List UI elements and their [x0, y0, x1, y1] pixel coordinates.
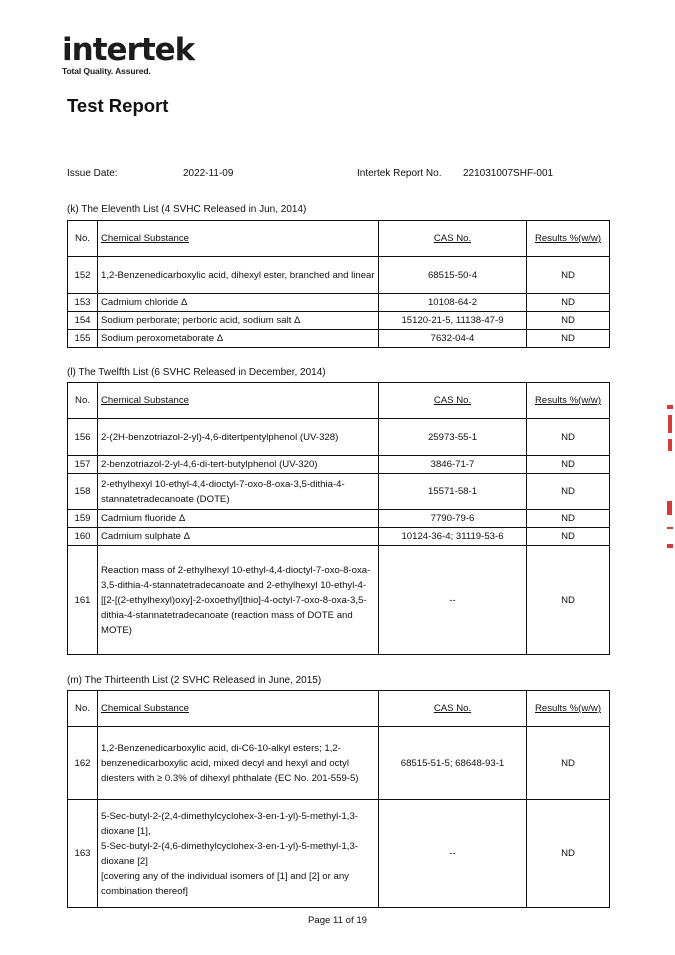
intertek-logo [62, 34, 194, 76]
list-heading-thirteenth: (m) The Thirteenth List (2 SVHC Released in June, 2015) [67, 675, 322, 686]
row-substance: 2-(2H-benzotriazol-2-yl)-4,6-ditertpentylphenol (UV-328) [98, 419, 379, 456]
table-header-row [68, 221, 610, 257]
row-cas: 10124-36-4; 31119-53-6 [379, 528, 527, 546]
row-result: ND [527, 456, 610, 474]
header-substance: Chemical Substance [98, 221, 379, 257]
table-row [68, 419, 610, 456]
row-substance: Cadmium sulphate Δ [98, 528, 379, 546]
issue-date-label: Issue Date: [67, 168, 118, 179]
header-results: Results %(w/w) [527, 383, 610, 419]
svhc-table-thirteenth [67, 690, 610, 908]
table-row [68, 330, 610, 348]
table-row [68, 294, 610, 312]
row-substance: 1,2-Benzenedicarboxylic acid, dihexyl ester, branched and linear [98, 257, 379, 294]
row-cas: 3846-71-7 [379, 456, 527, 474]
row-result: ND [527, 800, 610, 908]
header-results: Results %(w/w) [527, 691, 610, 727]
logo-wordmark: intertek [62, 32, 195, 68]
row-substance: Cadmium chloride Δ [98, 294, 379, 312]
row-result: ND [527, 330, 610, 348]
row-substance: 1,2-Benzenedicarboxylic acid, di-C6-10-alkyl esters; 1,2-benzenedicarboxylic acid, mixed decyl and hexyl and octyl diesters with ≥ 0.3% of dihexyl phthalate (EC No. 201-559-5) [98, 727, 379, 800]
row-result: ND [527, 419, 610, 456]
report-no-label: Intertek Report No. [357, 168, 442, 179]
row-no: 162 [68, 727, 98, 800]
row-cas: 68515-51-5; 68648-93-1 [379, 727, 527, 800]
row-cas: 7790-79-6 [379, 510, 527, 528]
logo-tagline: Total Quality. Assured. [62, 66, 151, 76]
issue-info-row [0, 168, 675, 182]
row-substance: Sodium perborate; perboric acid, sodium salt Δ [98, 312, 379, 330]
report-no-value: 221031007SHF-001 [463, 168, 554, 179]
header-cas: CAS No. [379, 221, 527, 257]
row-no: 153 [68, 294, 98, 312]
row-cas: 7632-04-4 [379, 330, 527, 348]
header-no: No. [68, 221, 98, 257]
row-no: 159 [68, 510, 98, 528]
svhc-table-twelfth [67, 382, 610, 655]
table-row [68, 800, 610, 908]
row-no: 156 [68, 419, 98, 456]
table-row [68, 456, 610, 474]
row-cas: 10108-64-2 [379, 294, 527, 312]
header-results: Results %(w/w) [527, 221, 610, 257]
row-cas: 25973-55-1 [379, 419, 527, 456]
table-row [68, 312, 610, 330]
row-substance: Sodium peroxometaborate Δ [98, 330, 379, 348]
row-no: 163 [68, 800, 98, 908]
row-result: ND [527, 528, 610, 546]
row-result: ND [527, 546, 610, 655]
row-substance: 2-ethylhexyl 10-ethyl-4,4-dioctyl-7-oxo-8-oxa-3,5-dithia-4-stannatetradecanoate (DOTE) [98, 474, 379, 510]
row-result: ND [527, 474, 610, 510]
issue-date-value: 2022-11-09 [183, 168, 234, 179]
svhc-table-eleventh [67, 220, 610, 348]
row-result: ND [527, 257, 610, 294]
row-result: ND [527, 312, 610, 330]
header-substance: Chemical Substance [98, 383, 379, 419]
table-row [68, 257, 610, 294]
row-no: 152 [68, 257, 98, 294]
page-number: Page 11 of 19 [307, 915, 368, 926]
list-heading-eleventh: (k) The Eleventh List (4 SVHC Released in Jun, 2014) [67, 204, 307, 215]
row-cas: 15571-58-1 [379, 474, 527, 510]
row-substance: 5-Sec-butyl-2-(2,4-dimethylcyclohex-3-en-1-yl)-5-methyl-1,3-dioxane [1], 5-Sec-butyl-2-(4,6-dimethylcyclohex-3-en-1-yl)-5-methyl-1,3-dioxane [2] [covering any of the individual isomers of [1] and [2] or any combination thereof] [98, 800, 379, 908]
stamp-seal-fragment [667, 405, 675, 548]
row-result: ND [527, 510, 610, 528]
header-cas: CAS No. [379, 383, 527, 419]
row-no: 154 [68, 312, 98, 330]
header-no: No. [68, 383, 98, 419]
list-heading-twelfth: (l) The Twelfth List (6 SVHC Released in December, 2014) [67, 367, 326, 378]
table-row [68, 546, 610, 655]
table-row [68, 727, 610, 800]
row-cas: 15120-21-5, 11138-47-9 [379, 312, 527, 330]
row-substance: Reaction mass of 2-ethylhexyl 10-ethyl-4,4-dioctyl-7-oxo-8-oxa-3,5-dithia-4-stannatetradecanoate and 2-ethylhexyl 10-ethyl-4-[[2-[(2-ethylhexyl)oxy]-2-oxoethyl]thio]-4-octyl-7-oxo-8-oxa-3,5-dithia-4-stannatetradecanoate (reaction mass of DOTE and MOTE) [98, 546, 379, 655]
row-no: 158 [68, 474, 98, 510]
table-header-row [68, 691, 610, 727]
page-title: Test Report [67, 95, 169, 116]
table-header-row [68, 383, 610, 419]
header-substance: Chemical Substance [98, 691, 379, 727]
row-result: ND [527, 294, 610, 312]
table-row [68, 474, 610, 510]
table-row [68, 528, 610, 546]
row-result: ND [527, 727, 610, 800]
row-substance: 2-benzotriazol-2-yl-4,6-di-tert-butylphenol (UV-320) [98, 456, 379, 474]
header-cas: CAS No. [379, 691, 527, 727]
header-no: No. [68, 691, 98, 727]
row-no: 160 [68, 528, 98, 546]
row-no: 161 [68, 546, 98, 655]
row-no: 157 [68, 456, 98, 474]
row-substance: Cadmium fluoride Δ [98, 510, 379, 528]
row-cas: -- [379, 546, 527, 655]
row-no: 155 [68, 330, 98, 348]
row-cas: -- [379, 800, 527, 908]
table-row [68, 510, 610, 528]
row-cas: 68515-50-4 [379, 257, 527, 294]
